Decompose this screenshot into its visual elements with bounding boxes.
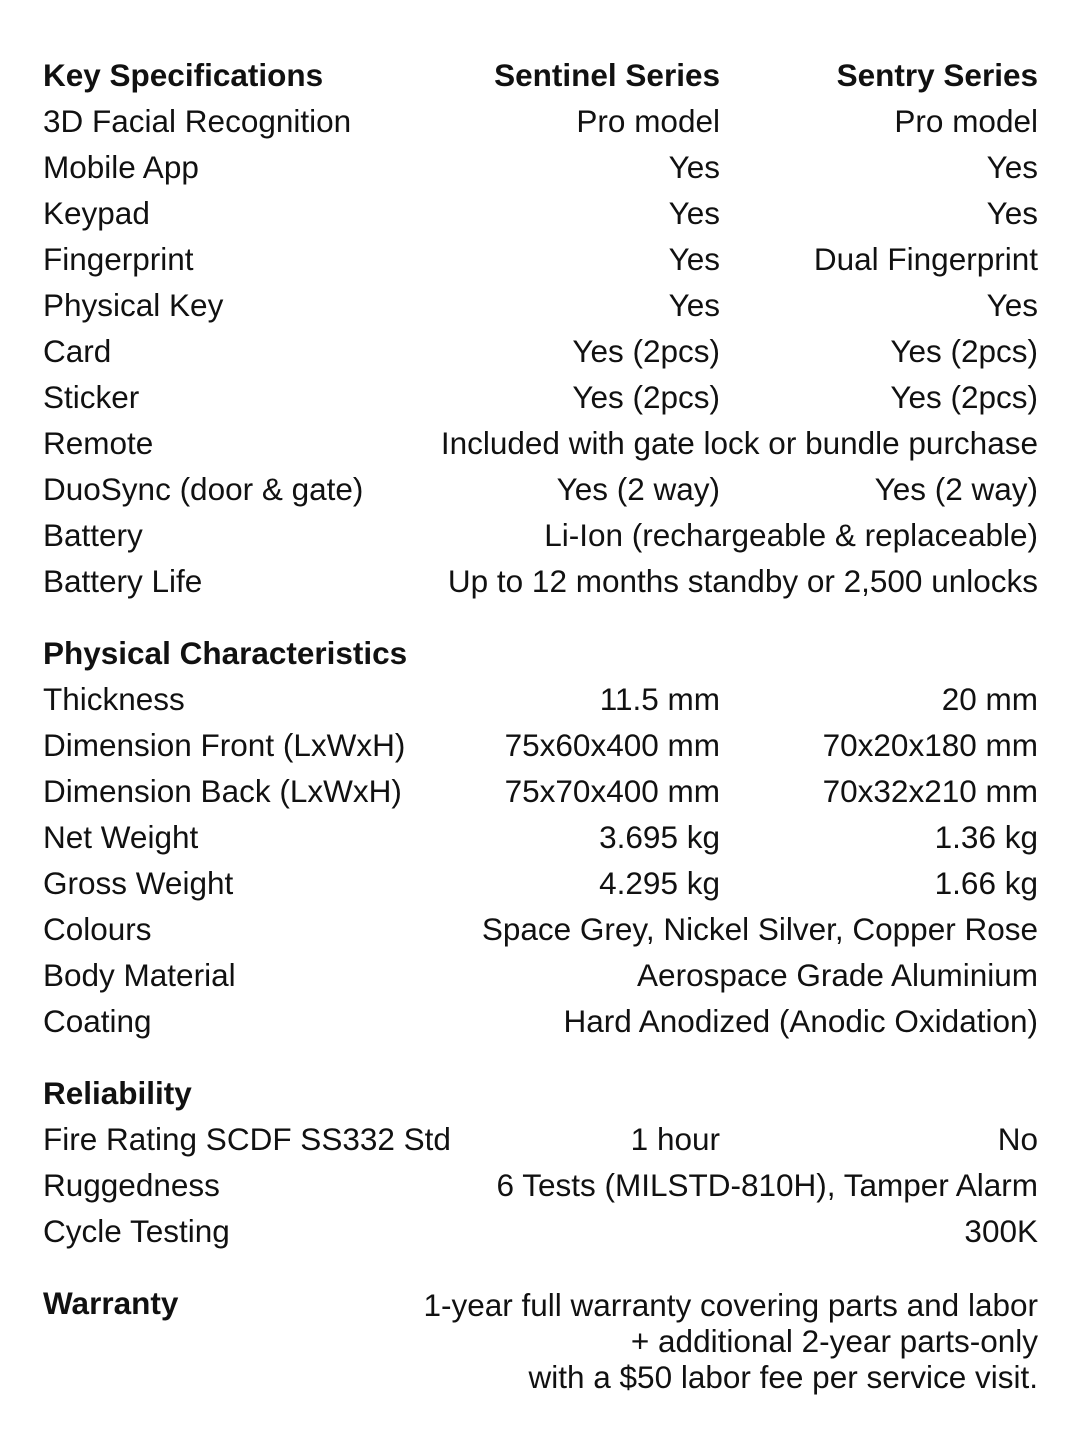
- spec-label: Sticker: [43, 379, 140, 415]
- spec-value-sentry: Pro model: [894, 103, 1038, 139]
- section-heading: Key Specifications: [43, 57, 324, 93]
- spec-value-both: Aerospace Grade Aluminium: [637, 957, 1038, 993]
- column-header-sentry: Sentry Series: [836, 57, 1038, 93]
- spec-value-sentry: Yes: [986, 149, 1038, 185]
- spec-value-sentinel: 3.695 kg: [599, 819, 720, 855]
- spec-value-sentinel: Yes (2pcs): [572, 379, 720, 415]
- spec-row: [43, 236, 1038, 282]
- spec-row: [43, 328, 1038, 374]
- spec-label: Body Material: [43, 957, 236, 993]
- spec-label: Net Weight: [43, 819, 199, 855]
- spec-value-both: Included with gate lock or bundle purchase: [440, 425, 1038, 461]
- spec-value-sentry: Yes: [986, 287, 1038, 323]
- physical-header-row: [43, 630, 1038, 676]
- spec-value-sentry: Yes (2pcs): [890, 379, 1038, 415]
- spec-value-both: Hard Anodized (Anodic Oxidation): [563, 1003, 1038, 1039]
- spec-row: [43, 466, 1038, 512]
- spec-label: Cycle Testing: [43, 1213, 230, 1249]
- spec-value-sentry: 1.66 kg: [934, 865, 1038, 901]
- spec-label: Fingerprint: [43, 241, 194, 277]
- spec-label: Card: [43, 333, 112, 369]
- spec-row: [43, 768, 1038, 814]
- spec-value-sentry: Dual Fingerprint: [813, 241, 1038, 277]
- spec-value-both: Li-Ion (rechargeable & replaceable): [544, 517, 1038, 553]
- spec-value-sentinel: Yes: [668, 195, 720, 231]
- spec-value-sentry: Yes (2 way): [874, 471, 1038, 507]
- spec-label: 3D Facial Recognition: [43, 103, 352, 139]
- spec-value-both: Up to 12 months standby or 2,500 unlocks: [447, 563, 1038, 599]
- spec-label: Colours: [43, 911, 152, 947]
- spec-label: Fire Rating SCDF SS332 Std: [43, 1121, 451, 1157]
- spec-value-sentry: Yes (2pcs): [890, 333, 1038, 369]
- spec-row: [43, 1162, 1038, 1208]
- spec-label: Ruggedness: [43, 1167, 220, 1203]
- spec-value-sentinel: Yes: [668, 241, 720, 277]
- spec-value-both: 300K: [964, 1213, 1038, 1249]
- reliability-header-row: [43, 1070, 1038, 1116]
- spec-label: Keypad: [43, 195, 150, 231]
- spec-row: [43, 98, 1038, 144]
- spec-label: Mobile App: [43, 149, 199, 185]
- spec-value-sentinel: 4.295 kg: [599, 865, 720, 901]
- spec-row: [43, 1208, 1038, 1254]
- spec-row: [43, 906, 1038, 952]
- spec-value-sentry: 70x20x180 mm: [822, 727, 1038, 763]
- spec-row: [43, 722, 1038, 768]
- spec-value-sentinel: Pro model: [576, 103, 720, 139]
- spec-value-sentinel: Yes: [668, 287, 720, 323]
- spec-value-sentinel: 1 hour: [630, 1121, 720, 1157]
- spec-row: [43, 420, 1038, 466]
- warranty-line: with a $50 labor fee per service visit.: [528, 1359, 1038, 1395]
- section-heading: Warranty: [43, 1285, 179, 1321]
- spec-label: Battery: [43, 517, 143, 553]
- spec-value-sentry: 1.36 kg: [934, 819, 1038, 855]
- spec-label: Dimension Back (LxWxH): [43, 773, 402, 809]
- spec-row: [43, 860, 1038, 906]
- warranty-line: 1-year full warranty covering parts and labor: [423, 1287, 1038, 1323]
- spec-value-both: 6 Tests (MILSTD-810H), Tamper Alarm: [496, 1167, 1038, 1203]
- warranty-text: [423, 1287, 1038, 1395]
- spec-label: Gross Weight: [43, 865, 234, 901]
- spec-value-both: Space Grey, Nickel Silver, Copper Rose: [481, 911, 1038, 947]
- spec-value-sentinel: 75x70x400 mm: [504, 773, 720, 809]
- spec-row: [43, 676, 1038, 722]
- spec-label: Thickness: [43, 681, 185, 717]
- spec-label: Battery Life: [43, 563, 203, 599]
- section-heading: Physical Characteristics: [43, 635, 408, 671]
- column-header-sentinel: Sentinel Series: [494, 57, 720, 93]
- spec-value-sentinel: Yes (2pcs): [572, 333, 720, 369]
- spec-label: DuoSync (door & gate): [43, 471, 364, 507]
- spec-row: [43, 952, 1038, 998]
- warranty-line: + additional 2-year parts-only: [630, 1323, 1038, 1359]
- spec-row: [43, 558, 1038, 604]
- spec-value-sentry: No: [997, 1121, 1038, 1157]
- spec-row: [43, 282, 1038, 328]
- spec-label: Coating: [43, 1003, 152, 1039]
- key_specs-header-row: [43, 52, 1038, 98]
- spec-row: [43, 1116, 1038, 1162]
- spec-value-sentinel: 75x60x400 mm: [504, 727, 720, 763]
- spec-value-sentinel: Yes: [668, 149, 720, 185]
- spec-label: Remote: [43, 425, 154, 461]
- spec-label: Physical Key: [43, 287, 224, 323]
- spec-row: [43, 374, 1038, 420]
- spec-row: [43, 144, 1038, 190]
- spec-row: [43, 190, 1038, 236]
- section-heading: Reliability: [43, 1075, 192, 1111]
- spec-row: [43, 512, 1038, 558]
- spec-value-sentry: 20 mm: [941, 681, 1038, 717]
- spec-value-sentry: 70x32x210 mm: [822, 773, 1038, 809]
- spec-row: [43, 814, 1038, 860]
- spec-label: Dimension Front (LxWxH): [43, 727, 406, 763]
- spec-value-sentinel: 11.5 mm: [599, 681, 720, 717]
- spec-value-sentinel: Yes (2 way): [556, 471, 720, 507]
- spec-value-sentry: Yes: [986, 195, 1038, 231]
- spec-row: [43, 998, 1038, 1044]
